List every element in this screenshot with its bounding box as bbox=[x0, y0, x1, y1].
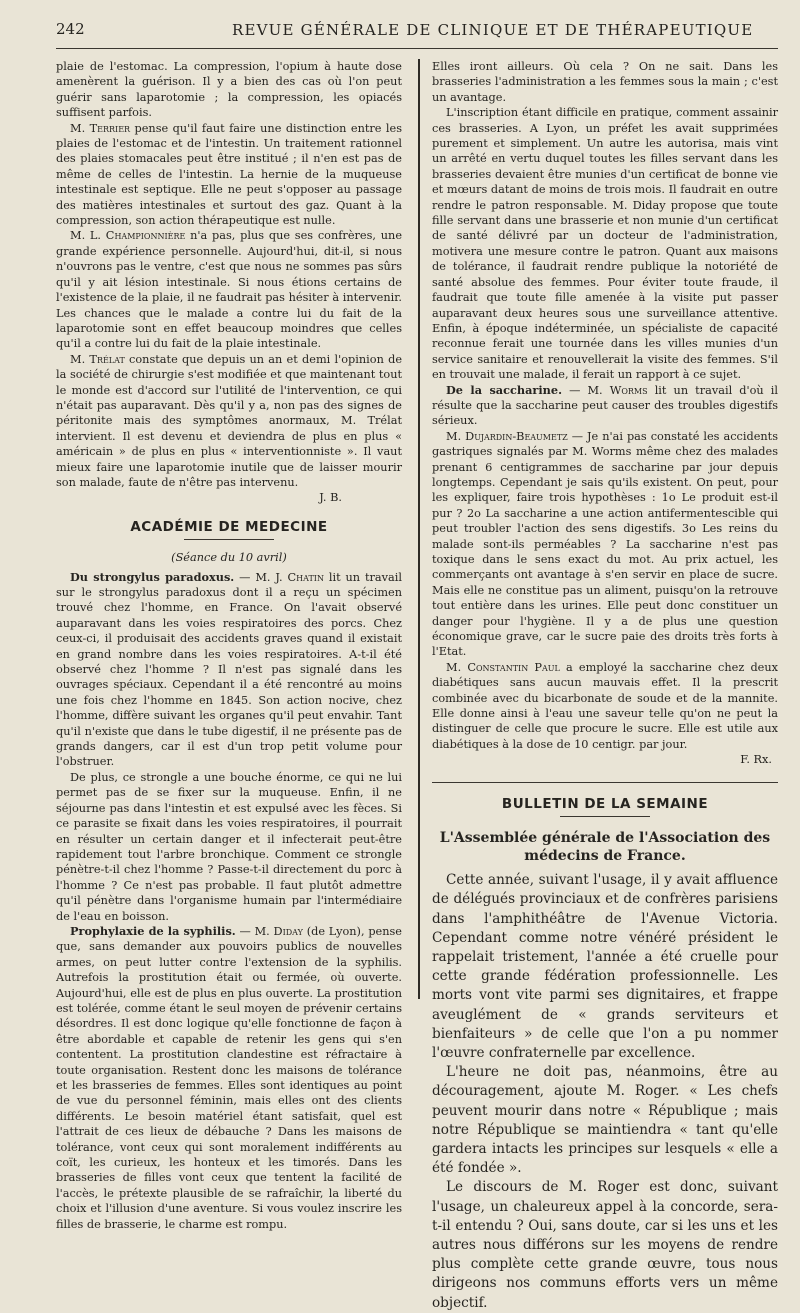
paragraph-text: a employé la saccharine chez deux diabétiques sans aucun mauvais effet. Il la prescrit combinée avec du bicarbonate de soude et de la mannite. Elle donne ainsi à l'eau une saveur telle qu'on ne peut la distinguer de celle que procure le sucre. Elle est utile aux diabétiques à la dose de 10 centigr. par jour. bbox=[432, 660, 779, 751]
paragraph-text: — Je n'ai pas constaté les accidents gastriques signalés par M. Worms même chez des malades prenant 6 centigrammes de saccharine par jour depuis longtemps. Cependant je sais qu'ils existent. On peut, pour les expliquer, faire trois hypothèses : 1o Le produit est-il pur ? 2o La saccharine a une action antifermentescible qui peut troubler l'action des sens digestifs. 3o Les reins du malade sont-ils perméables ? La saccharine n'est pas toxique dans le sens exact du mot. Au prix actuel, les commerçants ont avantage à s'en servir en place de sucre. Mais elle ne constitue pas un aliment, puisqu'on la retrouve tout entière dans les urines. Elle peut donc constituer un danger pour l'hygiène. Il y a de plus une question économique grave, car le sucre paie des droits très forts à l'Etat. bbox=[432, 429, 779, 659]
column-rule bbox=[418, 59, 420, 999]
article-title: L'Assemblée générale de l'Association des médecins de France. bbox=[439, 830, 771, 865]
two-column-body bbox=[56, 59, 778, 1313]
heading-underline bbox=[560, 816, 650, 817]
rubric: De la saccharine. bbox=[446, 382, 562, 397]
rubric: Du strongylus paradoxus. bbox=[70, 569, 235, 584]
signature: J. B. bbox=[319, 491, 342, 505]
section-rule bbox=[432, 782, 778, 783]
paragraph: De plus, ce strongle a une bouche énorme, ce qui ne lui permet pas de se fixer sur la muqueuse. Enfin, il ne séjourne pas dans l'intestin et est expulsé avec les fèces. Si ce parasite se fixait dans les voies respiratoires, il pourrait en résulter un certain danger et il infecterait peut-être rapidement tout l'arbre bronchique. Comment ce strongle pénètre-t-il chez l'homme ? Passe-t-il directement du porc à l'homme ? Ce n'est pas probable. Il faut plutôt admettre qu'il pénètre dans l'organisme humain par l'intermédiaire de l'eau en boisson. bbox=[56, 770, 402, 923]
paragraph: Cette année, suivant l'usage, il y avait affluence de délégués provinciaux et de confrères parisiens dans l'amphithéâtre de l'Avenue Victoria. Cependant comme notre vénéré président le rappelait tristement, l'année a été cruelle pour cette grande fédération professionnelle. Les morts vont vite parmi ses dignitaires, et frappe aveuglément de « grands serviteurs et bienfaiteurs » de celle que l'on a pu nommer l'œuvre confraternelle par excellence. bbox=[432, 872, 778, 1061]
paragraph: L'heure ne doit pas, néanmoins, être au découragement, ajoute M. Roger. « Les chefs peuvent mourir dans notre « République ; mais notre République se maintiendra « tant qu'elle gardera intacts les principes sur lesquels « elle a été fondée ». bbox=[432, 1064, 778, 1177]
author-name: Diday bbox=[273, 924, 303, 938]
author-name: Trélat bbox=[89, 352, 125, 366]
author-name: Worms bbox=[609, 383, 648, 397]
page-number: 242 bbox=[56, 20, 85, 38]
author-name: Terrier bbox=[89, 121, 131, 135]
section-heading: ACADÉMIE DE MEDECINE bbox=[130, 518, 328, 535]
paragraph-text: pense qu'il faut faire une distinction entre les plaies de l'estomac et de l'intestin. Un traitement rationnel des plaies stomacales peut être institué ; il n'en est pas de même de celles de l'intestin. La hernie de la muqueuse intestinale est septique. Elle ne peut s'opposer au passage des matières intestinales et surtout des gaz. Quant à la compression, son action thérapeutique est nulle. bbox=[56, 121, 403, 228]
paragraph: M. L. Championnière n'a pas, plus que ses confrères, une grande expérience personnelle. Aujourd'hui, dit-il, si nous n'ouvrons pas le ventre, c'est que nous ne sommes pas sûrs qu'il y ait lésion intestinale. Si nous étions certains de l'existence de la plaie, il ne faudrait pas hésiter à intervenir. Les chances que le malade a contre lui du fait de la laparotomie sont en effet beaucoup moindres que celles qu'il a contre lui du fait de la plaie intestinale. bbox=[56, 229, 403, 351]
author-name: Constantin Paul bbox=[467, 660, 560, 674]
paragraph-text: lit un travail sur le strongylus paradoxus dont il a reçu un spécimen trouvé chez l'homme, en France. On l'avait observé auparavant dans les voies respiratoires des porcs. Chez ceux-ci, il produisait des accidents graves quand il existait en grand nombre dans les voies respiratoires. A-t-il été observé chez l'homme ? Il n'est pas signalé dans les ouvrages spéciaux. Cependant il a été rencontré au moins une fois chez l'homme en 1845. Son action nocive, chez l'homme, diffère suivant les organes qu'il peut envahir. Tant qu'il n'existe que dans le tube digestif, il ne présente pas de grands dangers, car il est d'un trop petit volume pour l'obstruer. bbox=[56, 570, 402, 769]
author-name: Chatin bbox=[287, 570, 324, 584]
paragraph-text: n'a pas, plus que ses confrères, une grande expérience personnelle. Aujourd'hui, dit-il, si nous n'ouvrons pas le ventre, c'est que nous ne sommes pas sûrs qu'il y ait lésion intestinale. Si nous étions certains de l'existence de la plaie, il ne faudrait pas hésiter à intervenir. Les chances que le malade a contre lui du fait de la laparotomie sont en effet beaucoup moindres que celles qu'il a contre lui du fait de la plaie intestinale. bbox=[56, 229, 403, 351]
paragraph: M. Dujardin-Beaumetz — Je n'ai pas constaté les accidents gastriques signalés par M. Worms même chez des malades prenant 6 centigrammes de saccharine par jour depuis longtemps. Cependant je sais qu'ils existent. On peut, pour les expliquer, faire trois hypothèses : 1o Le produit est-il pur ? 2o La saccharine a une action antifermentescible qui peut troubler l'action des sens digestifs. 3o Les reins du malade sont-ils perméables ? La saccharine n'est pas toxique dans le sens exact du mot. Au prix actuel, les commerçants ont avantage à s'en servir en place de sucre. Mais elle ne constitue pas un aliment, puisqu'on la retrouve tout entière dans les urines. Elle peut donc constituer un danger pour l'hygiène. Il y a de plus une question économique grave, car le sucre paie des droits très forts à l'Etat. bbox=[432, 429, 779, 659]
paragraph: Elles iront ailleurs. Où cela ? On ne sait. Dans les brasseries l'administration a les femmes sous la main ; c'est un avantage. bbox=[432, 60, 778, 104]
section-heading: BULLETIN DE LA SEMAINE bbox=[501, 795, 709, 812]
paragraph-text: lit un travail d'où il résulte que la saccharine peut causer des troubles digestifs sérieux. bbox=[432, 383, 779, 428]
author-name: Dujardin-Beaumetz bbox=[465, 429, 568, 443]
heading-underline bbox=[184, 539, 274, 540]
paragraph-text: (de Lyon), pense que, sans demander aux pouvoirs publics de nouvelles armes, on peut lutter contre l'extension de la syphilis. Autrefois la prostitution était ou fermée, où ouverte. Aujourd'hui, elle est de plus en plus ouverte. La prostitution est tolérée, comme étant le seul moyen de prévenir certains désordres. Il est donc logique qu'elle fonctionne de façon à être abordable et capable de retenir les gens qui s'en contentent. La prostitution clandestine est réfractaire à toute organisation. Restent donc les maisons de tolérance et les brasseries de femmes. Elles sont identiques au point de vue du personnel féminin, mais elles ont des clients différents. Le besoin matériel étant satisfait, quel est l'attrait de ces lieux de débauche ? Dans les maisons de tolérance, vont ceux qui sont moralement indifférents au coït, les curieux, les honteux et les timorés. Dans les brasseries de filles vont ceux que tentent la facilité de l'accès, le prétexte plausible de se rafraîchir, la liberté du choix et l'illusion d'une aventure. Si vous voulez inscrire les filles de brasserie, le charme est rompu. bbox=[56, 924, 402, 1231]
paragraph: Du strongylus paradoxus. — M. J. Chatin lit un travail sur le strongylus paradoxus dont il a reçu un spécimen trouvé chez l'homme, en France. On l'avait observé auparavant dans les voies respiratoires des porcs. Chez ceux-ci, il produisait des accidents graves quand il existait en grand nombre dans les voies respiratoires. A-t-il été observé chez l'homme ? Il n'est pas signalé dans les ouvrages spéciaux. Cependant il a été rencontré au moins une fois chez l'homme en 1845. Son action nocive, chez l'homme, diffère suivant les organes qu'il peut envahir. Tant qu'il n'existe que dans le tube digestif, il ne présente pas de grands dangers, car il est d'un trop petit volume pour l'obstruer. bbox=[56, 569, 402, 769]
paragraph: De la saccharine. — M. Worms lit un travail d'où il résulte que la saccharine peut causer des troubles digestifs sérieux. bbox=[432, 382, 779, 428]
paragraph: M. Terrier pense qu'il faut faire une distinction entre les plaies de l'estomac et de l'intestin. Un traitement rationnel des plaies stomacales peut être institué ; il n'en est pas de même de celles de l'intestin. La hernie de la muqueuse intestinale est septique. Elle ne peut s'opposer au passage des matières intestinales et surtout des gaz. Quant à la compression, son action thérapeutique est nulle. bbox=[56, 121, 403, 228]
paragraph-text: constate que depuis un an et demi l'opinion de la société de chirurgie s'est modifiée et que maintenant tout le monde est d'accord sur l'utilité de l'intervention, ce qui n'était pas auparavant. Dès qu'il y a, non pas des signes de péritonite mais des symptômes anormaux, M. Trélat intervient. Il est devenu et deviendra de plus en plus « américain » de plus en plus « interventionniste ». Il vaut mieux faire une laparotomie inutile que de laisser mourir son malade, faute de n'être pas intervenu. bbox=[56, 352, 403, 489]
paragraph: M. Constantin Paul a employé la saccharine chez deux diabétiques sans aucun mauvais effet. Il la prescrit combinée avec du bicarbonate de soude et de la mannite. Elle donne ainsi à l'eau une saveur telle qu'on ne peut la distinguer de celle que procure le sucre. Elle est utile aux diabétiques à la dose de 10 centigr. par jour. bbox=[432, 660, 779, 751]
paragraph: L'inscription étant difficile en pratique, comment assainir ces brasseries. A Lyon, un préfet les avait supprimées purement et simplement. Un autre les autorisa, mais vint un arrêté en vertu duquel toutes les filles servant dans les brasseries devaient être munies d'un certificat de bonne vie et mœurs datant de moins de trois mois. Il faudrait en outre rendre le patron responsable. M. Diday propose que toute fille servant dans une brasserie et non munie d'un certificat de santé délivré par un docteur de l'administration, motivera une mesure contre le patron. Quant aux maisons de tolérance, il faudrait rendre publique la notoriété de santé absolue des femmes. Pour éviter toute fraude, il faudrait que toute fille amenée à la visite put passer auparavant deux heures sous une surveillance attentive. Enfin, à époque indéterminée, un spécialiste de capacité reconnue ferait une tournée dans les villes munies d'un service sanitaire et renouvellerait la visite des femmes. S'il en trouvait une malade, il ferait un rapport à ce sujet. bbox=[432, 106, 778, 382]
author-name: Championnière bbox=[105, 229, 186, 243]
paragraph: plaie de l'estomac. La compression, l'opium à haute dose amenèrent la guérison. Il y a bien des cas où l'on peut guérir sans laparotomie ; la compression, les opiacés suffisent parfois. bbox=[56, 60, 402, 120]
signature: F. Rx. bbox=[740, 753, 772, 767]
right-column bbox=[432, 59, 778, 1313]
running-title: REVUE GÉNÉRALE DE CLINIQUE ET DE THÉRAPEUTIQUE bbox=[232, 21, 754, 39]
paragraph: Prophylaxie de la syphilis. — M. Diday (de Lyon), pense que, sans demander aux pouvoirs publics de nouvelles armes, on peut lutter contre l'extension de la syphilis. Autrefois la prostitution était ou fermée, où ouverte. Aujourd'hui, elle est de plus en plus ouverte. La prostitution est tolérée, comme étant le seul moyen de prévenir certains désordres. Il est donc logique qu'elle fonctionne de façon à être abordable et capable de retenir les gens qui s'en contentent. La prostitution clandestine est réfractaire à toute organisation. Restent donc les maisons de tolérance et les brasseries de femmes. Elles sont identiques au point de vue du personnel féminin, mais elles ont des clients différents. Le besoin matériel étant satisfait, quel est l'attrait de ces lieux de débauche ? Dans les maisons de tolérance, vont ceux qui sont moralement indifférents au coït, les curieux, les honteux et les timorés. Dans les brasseries de filles vont ceux que tentent la facilité de l'accès, le prétexte plausible de se rafraîchir, la liberté du choix et l'illusion d'une aventure. Si vous voulez inscrire les filles de brasserie, le charme est rompu. bbox=[56, 923, 402, 1231]
paragraph: M. Trélat constate que depuis un an et demi l'opinion de la société de chirurgie s'est modifiée et que maintenant tout le monde est d'accord sur l'utilité de l'intervention, ce qui n'était pas auparavant. Dès qu'il y a, non pas des signes de péritonite mais des symptômes anormaux, M. Trélat intervient. Il est devenu et deviendra de plus en plus « américain » de plus en plus « interventionniste ». Il vaut mieux faire une laparotomie inutile que de laisser mourir son malade, faute de n'être pas intervenu. bbox=[56, 352, 403, 489]
left-column bbox=[56, 59, 402, 1313]
rubric: Prophylaxie de la syphilis. bbox=[70, 923, 236, 938]
paragraph: Le discours de M. Roger est donc, suivant l'usage, un chaleureux appel à la concorde, sera-t-il entendu ? Oui, sans doute, car si les uns et les autres nous différons sur les moyens de rendre plus complète cette grande œuvre, tous nous dirigeons nos communs efforts vers un même objectif. bbox=[432, 1179, 778, 1311]
session-date: (Séance du 10 avril) bbox=[171, 551, 287, 565]
page-header bbox=[56, 18, 778, 49]
